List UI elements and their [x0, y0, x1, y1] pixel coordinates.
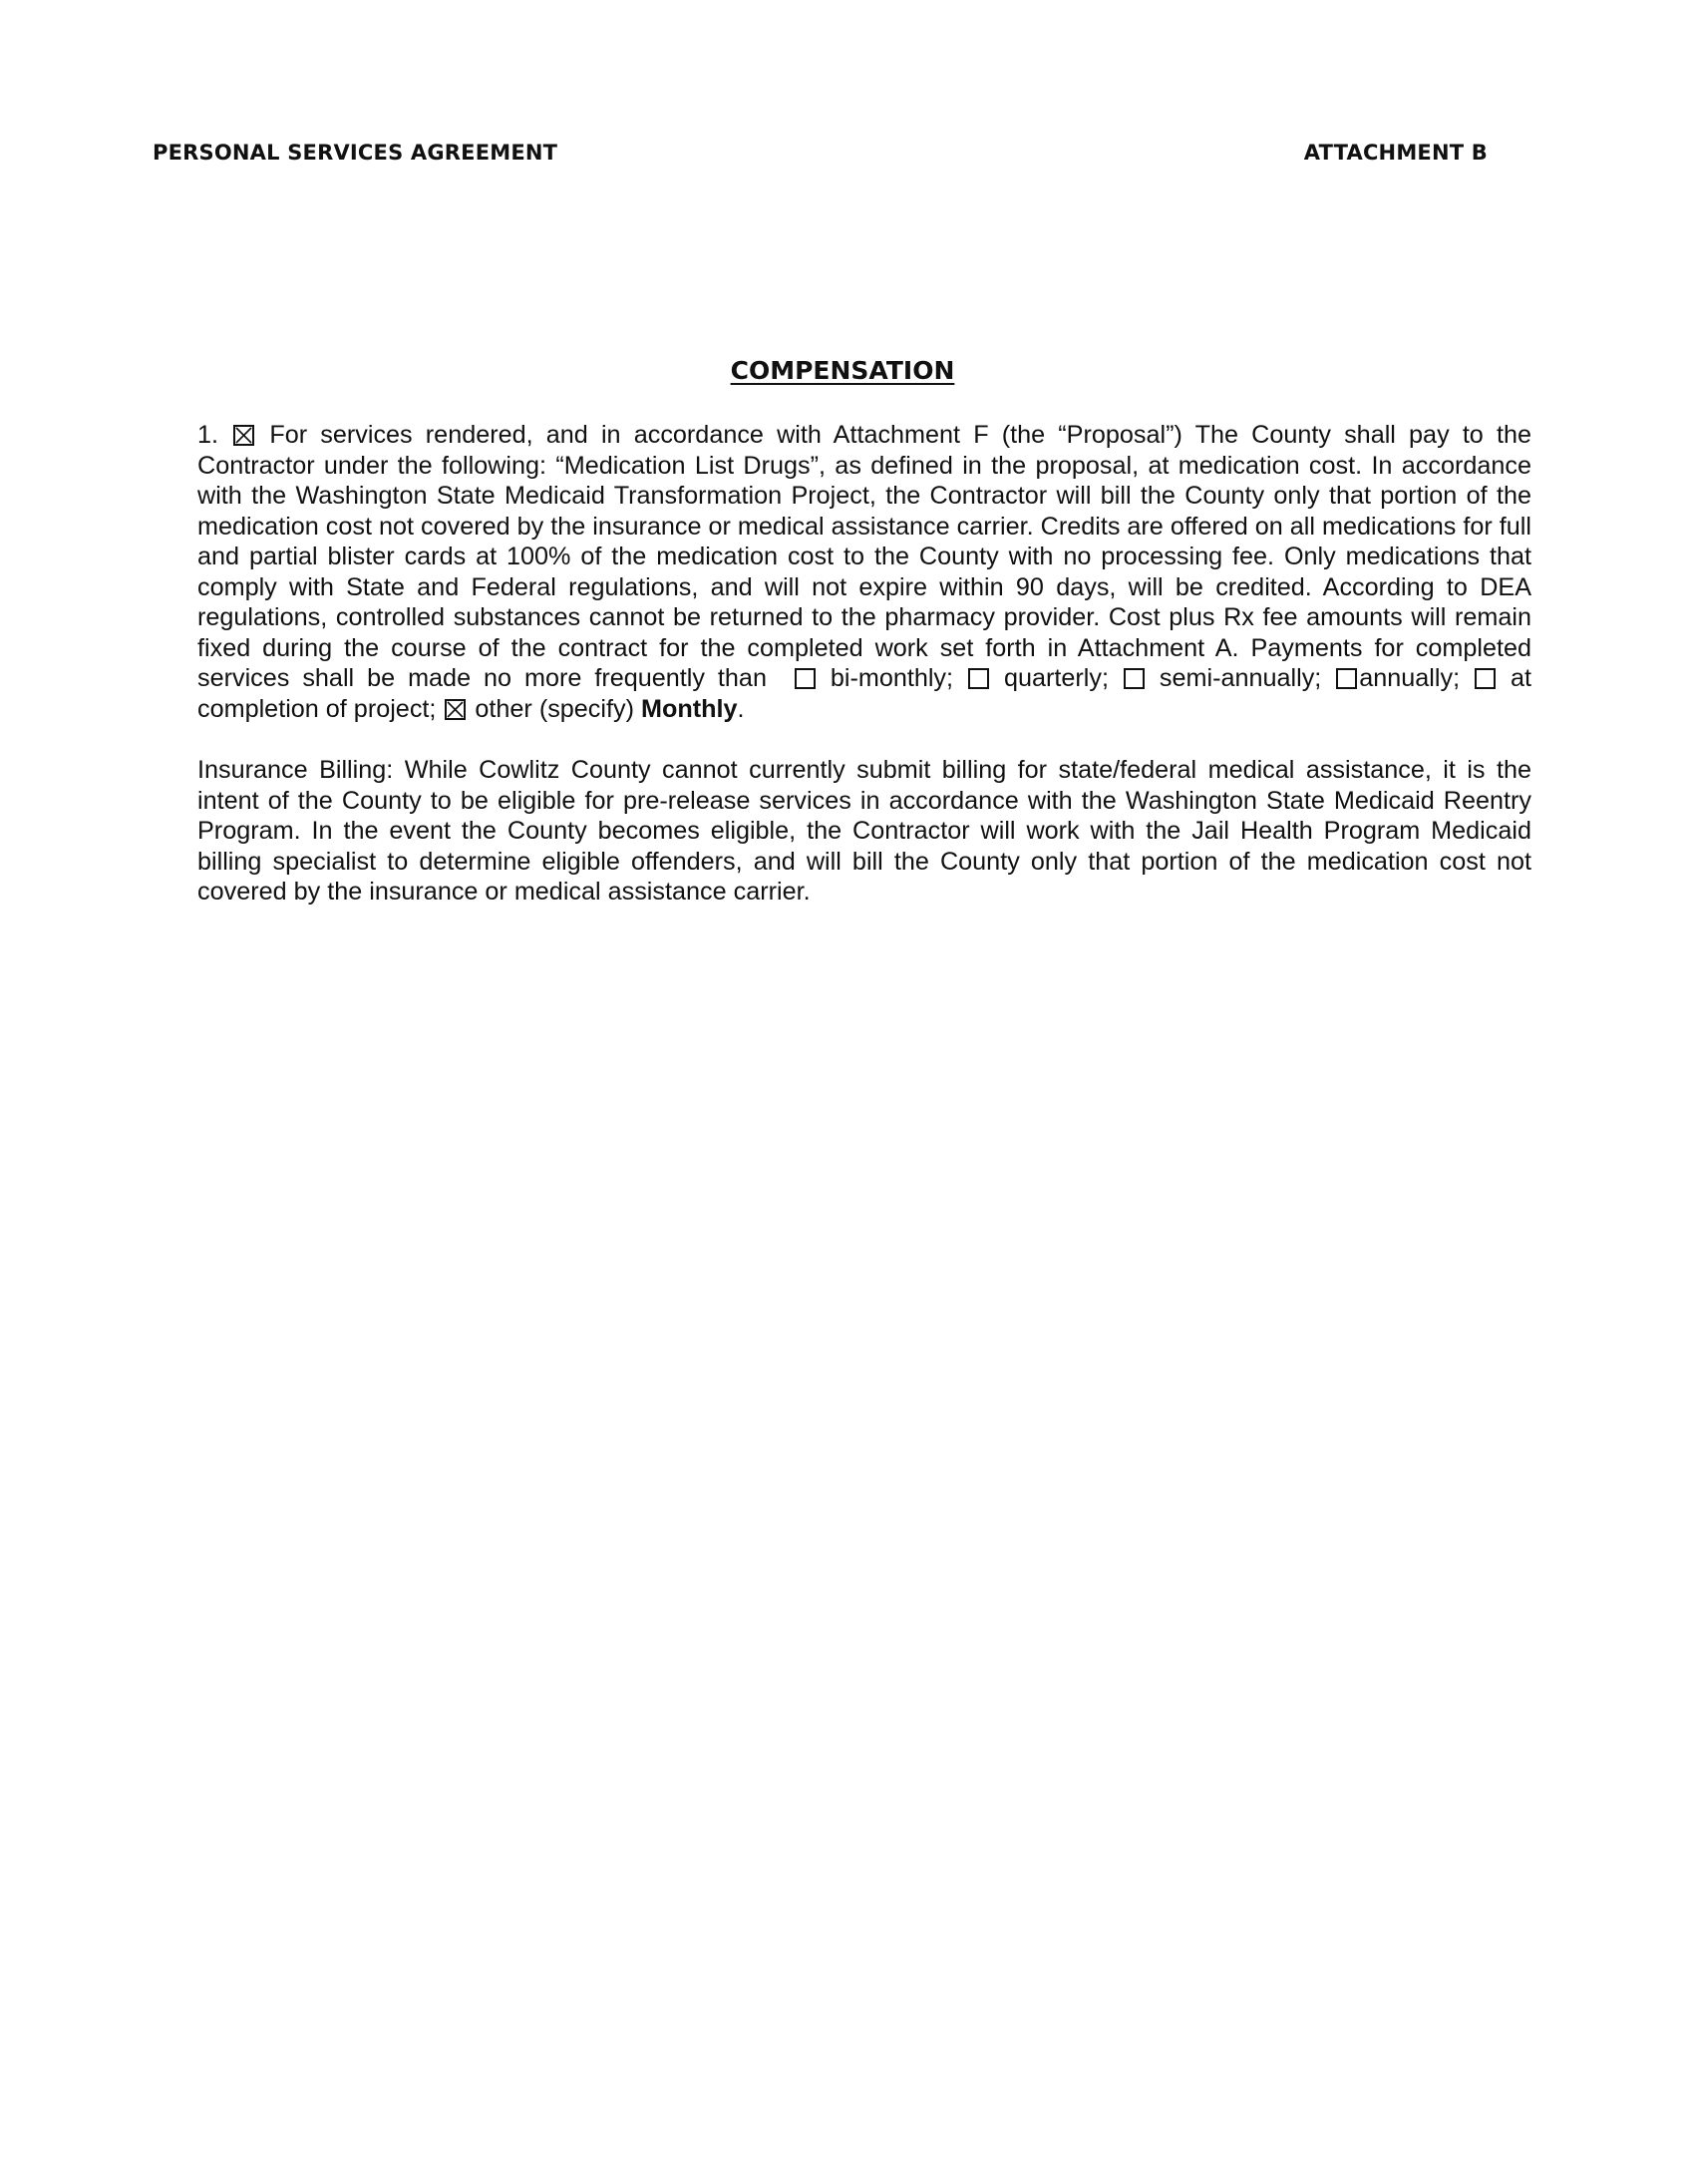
section-number: 1.: [197, 421, 219, 449]
completion-label: at completion of project;: [197, 664, 1532, 723]
bimonthly-checkbox[interactable]: [795, 668, 816, 689]
other-label: other (specify): [475, 694, 634, 723]
semiannually-checkbox[interactable]: [1124, 668, 1145, 689]
completion-checkbox[interactable]: [1475, 668, 1496, 689]
other-value: Monthly: [640, 694, 738, 723]
bimonthly-label: bi-monthly;: [830, 664, 954, 692]
agreement-title: PERSONAL SERVICES AGREEMENT: [153, 141, 558, 165]
annually-checkbox[interactable]: [1336, 668, 1357, 689]
section-title: COMPENSATION: [730, 356, 955, 385]
other-checkbox-checked[interactable]: [445, 699, 466, 720]
insurance-billing-paragraph: Insurance Billing: While Cowlitz County cannot currently submit billing for state/federal medical assistance, it is the intent of the County to be eligible for pre-release services in accordance with the Washington State Medicaid Reentry Program. In the event the County becomes eligible, the Contractor will work with the Jail Health Program Medicaid billing specialist to determine eligible offenders, and will bill the County only that portion of the medication cost not covered by the insurance or medical assistance carrier.: [197, 756, 1531, 906]
section-checkbox-checked[interactable]: [233, 425, 254, 446]
compensation-paragraph: [197, 420, 1531, 724]
quarterly-checkbox[interactable]: [968, 668, 989, 689]
sentence-end: .: [737, 694, 745, 723]
annually-label: annually;: [1359, 664, 1461, 692]
compensation-text: For services rendered, and in accordance with Attachment F (the “Proposal”) The County shall pay to the Contractor under the following: “Medication List Drugs”, as defined in the proposal, at medication cost. In accordance with the Washington State Medicaid Transformation Project, the Contractor will bill the County only that portion of the medication cost not covered by the insurance or medical assistance carrier. Credits are offered on all medications for full and partial blister cards at 100% of the medication cost to the County with no processing fee. Only medications that comply with State and Federal regulations, and will not expire within 90 days, will be credited. According to DEA regulations, controlled substances cannot be returned to the pharmacy provider. Cost plus Rx fee amounts will remain fixed during the course of the contract for the completed work set forth in Attachment A. Payments for completed services shall be made no more frequently than: [197, 421, 1531, 692]
page-header: [153, 141, 1488, 173]
quarterly-label: quarterly;: [1003, 664, 1109, 692]
semiannually-label: semi-annually;: [1159, 664, 1322, 692]
attachment-label: ATTACHMENT B: [1303, 141, 1488, 165]
